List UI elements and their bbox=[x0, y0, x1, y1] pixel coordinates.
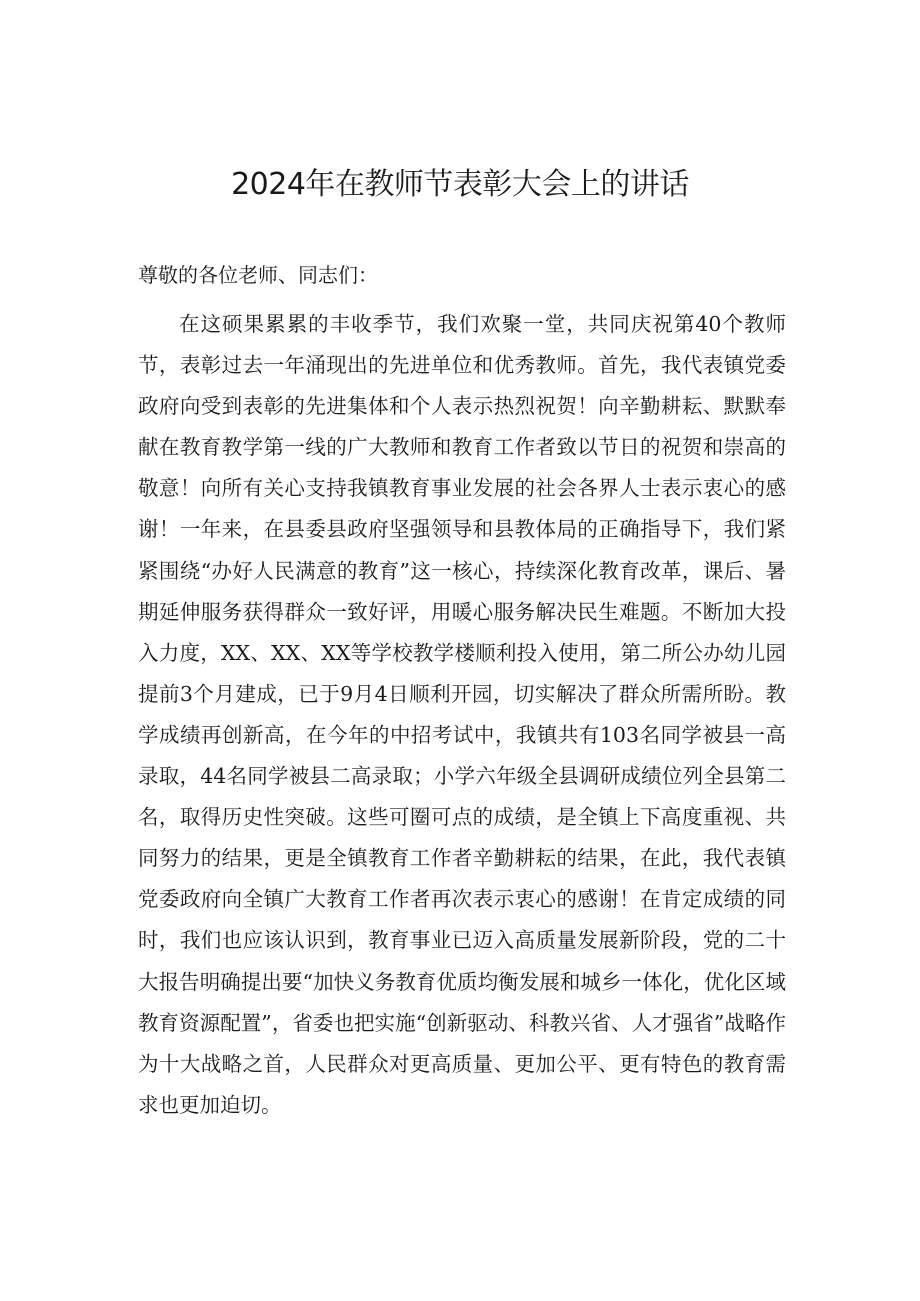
body-paragraph: 在这硕果累累的丰收季节，我们欢聚一堂，共同庆祝第40个教师节，表彰过去一年涌现出的先进单位和优秀教师。首先，我代表镇党委政府向受到表彰的先进集体和个人表示热烈祝贺！向辛勤耕耘、默默奉献在教育教学第一线的广大教师和教育工作者致以节日的祝贺和崇高的敬意！向所有关心支持我镇教育事业发展的社会各界人士表示衷心的感谢！一年来，在县委县政府坚强领导和县教体局的正确指导下，我们紧紧围绕“办好人民满意的教育”这一核心，持续深化教育改革，课后、暑期延伸服务获得群众一致好评，用暖心服务解决民生难题。不断加大投入力度，XX、XX、XX等学校教学楼顺利投入使用，第二所公办幼儿园提前3个月建成，已于9月4日顺利开园，切实解决了群众所需所盼。教学成绩再创新高，在今年的中招考试中，我镇共有103名同学被县一高录取，44名同学被县二高录取；小学六年级全县调研成绩位列全县第二名，取得历史性突破。这些可圈可点的成绩，是全镇上下高度重视、共同努力的结果，更是全镇教育工作者辛勤耕耘的结果，在此，我代表镇党委政府向全镇广大教育工作者再次表示衷心的感谢！在肯定成绩的同时，我们也应该认识到，教育事业已迈入高质量发展新阶段，党的二十大报告明确提出要“加快义务教育优质均衡发展和城乡一体化，优化区域教育资源配置”，省委也把实施“创新驱动、科教兴省、人才强省”战略作为十大战略之首，人民群众对更高质量、更加公平、更有特色的教育需求也更加迫切。 bbox=[138, 312, 786, 1117]
document-title: 2024年在教师节表彰大会上的讲话 bbox=[231, 167, 689, 202]
salutation: 尊敬的各位老师、同志们： bbox=[138, 263, 378, 287]
